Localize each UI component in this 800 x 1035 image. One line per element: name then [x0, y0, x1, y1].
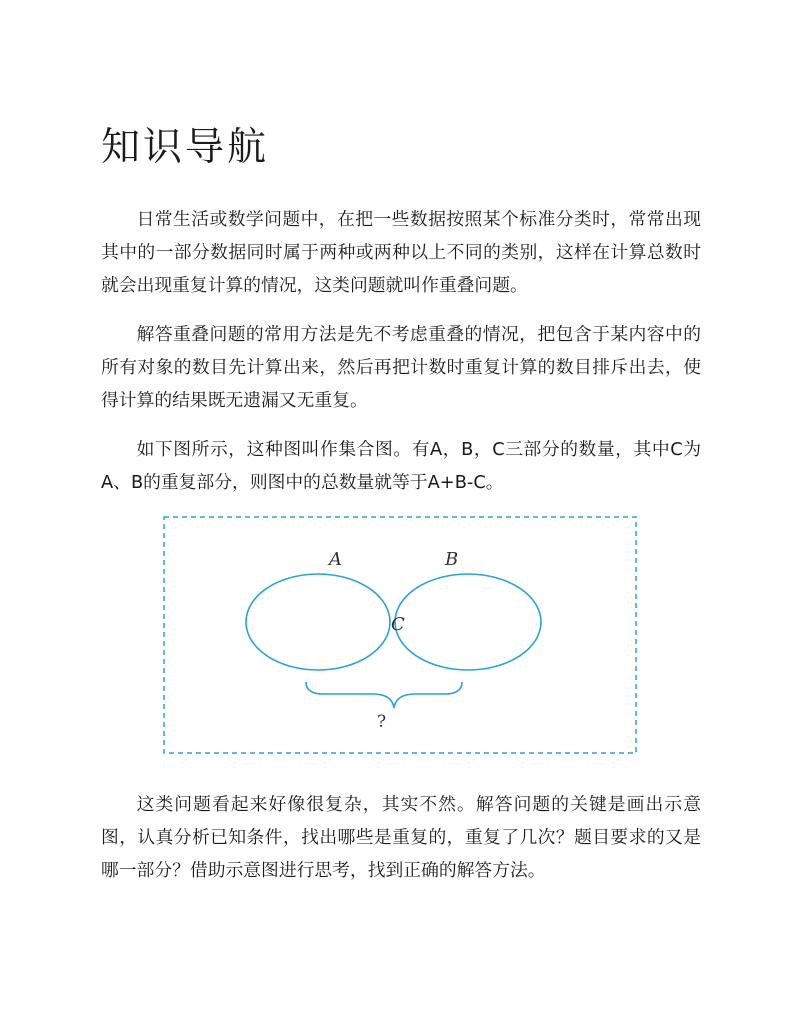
dashed-frame — [164, 517, 636, 753]
label-c: C — [391, 614, 405, 635]
label-a: A — [329, 549, 342, 570]
page-title: 知识导航 — [101, 125, 270, 170]
paragraph-definition: 日常生活或数学问题中，在把一些数据按照某个标准分类时，常常出现其中的一部分数据同时属于两种或两种以上不同的类别，这样在计算总数时就会出现重复计算的情况，这类问题就叫作重叠问题。 — [101, 209, 701, 296]
set-a-ellipse — [246, 574, 390, 670]
paragraph-diagram-intro: 如下图所示，这种图叫作集合图。有A，B，C三部分的数量，其中C为A、B的重复部分，则图中的总数量就等于A+B-C。 — [101, 439, 701, 493]
label-b: B — [445, 549, 459, 570]
set-b-ellipse — [395, 574, 541, 670]
venn-graphic — [163, 516, 637, 754]
paragraph-key-advice: 这类问题看起来好像很复杂，其实不然。解答问题的关键是画出示意图，认真分析已知条件，找出哪些是重复的，重复了几次？题目要求的又是哪一部分？借助示意图进行思考，找到正确的解答方法。 — [101, 794, 701, 881]
question-mark: ? — [377, 712, 387, 732]
curly-brace — [306, 682, 462, 708]
venn-diagram — [163, 516, 637, 754]
paragraph-method: 解答重叠问题的常用方法是先不考虑重叠的情况，把包含于某内容中的所有对象的数目先计算出来，然后再把计数时重复计算的数目排斥出去，使得计算的结果既无遗漏又无重复。 — [101, 324, 701, 411]
